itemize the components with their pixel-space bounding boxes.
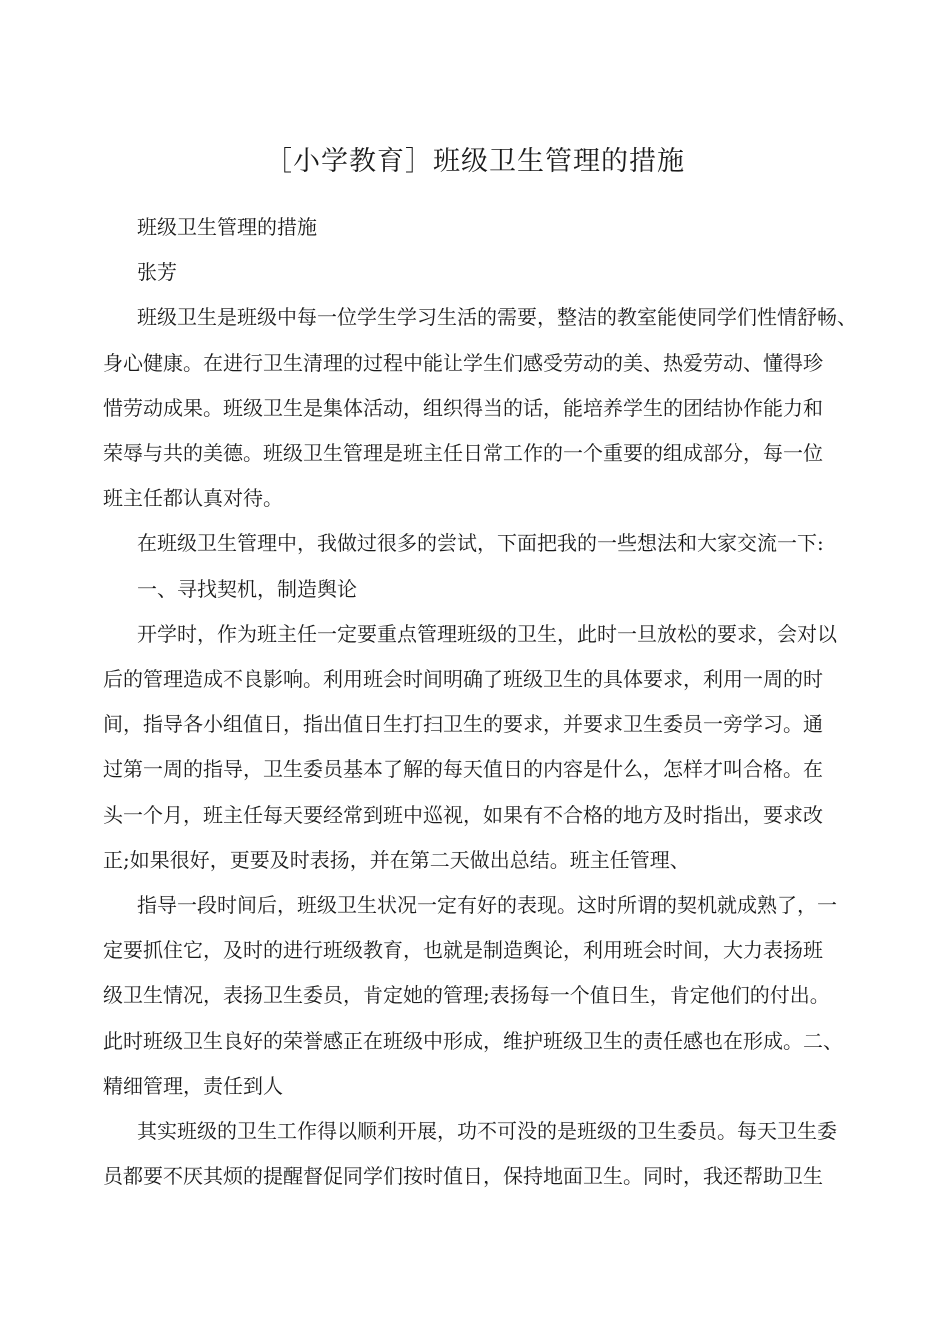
text-line: 张芳	[137, 260, 177, 285]
text-line: 级卫生情况，表扬卫生委员，肯定她的管理;表扬每一个值日生，肯定他们的付出。	[103, 983, 830, 1008]
text-line: 其实班级的卫生工作得以顺利开展，功不可没的是班级的卫生委员。每天卫生委	[137, 1119, 837, 1143]
text-line: 后的管理造成不良影响。利用班会时间明确了班级卫生的具体要求，利用一周的时	[103, 667, 823, 691]
text-line: 定要抓住它，及时的进行班级教育，也就是制造舆论，利用班会时间，大力表扬班	[103, 938, 823, 963]
text-line: 惜劳动成果。班级卫生是集体活动，组织得当的话，能培养学生的团结协作能力和	[103, 395, 823, 420]
text-line: 在班级卫生管理中，我做过很多的尝试，下面把我的一些想法和大家交流一下:	[137, 531, 824, 556]
text-line: 班级卫生管理的措施	[137, 215, 317, 239]
text-line: 正;如果很好，更要及时表扬，并在第二天做出总结。班主任管理、	[103, 847, 690, 872]
text-line: 身心健康。在进行卫生清理的过程中能让学生们感受劳动的美、热爱劳动、懂得珍	[103, 350, 823, 375]
text-line: 精细管理，责任到人	[103, 1073, 283, 1098]
text-line: 间，指导各小组值日，指出值日生打扫卫生的要求，并要求卫生委员一旁学习。通	[103, 712, 823, 737]
text-line: 班级卫生是班级中每一位学生学习生活的需要，整洁的教室能使同学们性情舒畅、	[137, 305, 857, 330]
text-line: 头一个月，班主任每天要经常到班中巡视，如果有不合格的地方及时指出，要求改	[103, 802, 823, 827]
text-line: 过第一周的指导，卫生委员基本了解的每天值日的内容是什么，怎样才叫合格。在	[103, 757, 823, 782]
text-line: 员都要不厌其烦的提醒督促同学们按时值日，保持地面卫生。同时，我还帮助卫生	[103, 1164, 823, 1189]
text-line: 开学时，作为班主任一定要重点管理班级的卫生，此时一旦放松的要求，会对以	[137, 621, 837, 646]
text-line: 指导一段时间后，班级卫生状况一定有好的表现。这时所谓的契机就成熟了，一	[137, 893, 837, 917]
text-line: 一、寻找契机，制造舆论	[137, 576, 357, 601]
document-title: ［小学教育］班级卫生管理的措施	[265, 146, 685, 177]
text-line: 此时班级卫生良好的荣誉感正在班级中形成，维护班级卫生的责任感也在形成。二、	[103, 1028, 843, 1053]
text-line: 荣辱与共的美德。班级卫生管理是班主任日常工作的一个重要的组成部分，每一位	[103, 441, 823, 465]
text-line: 班主任都认真对待。	[103, 486, 283, 511]
